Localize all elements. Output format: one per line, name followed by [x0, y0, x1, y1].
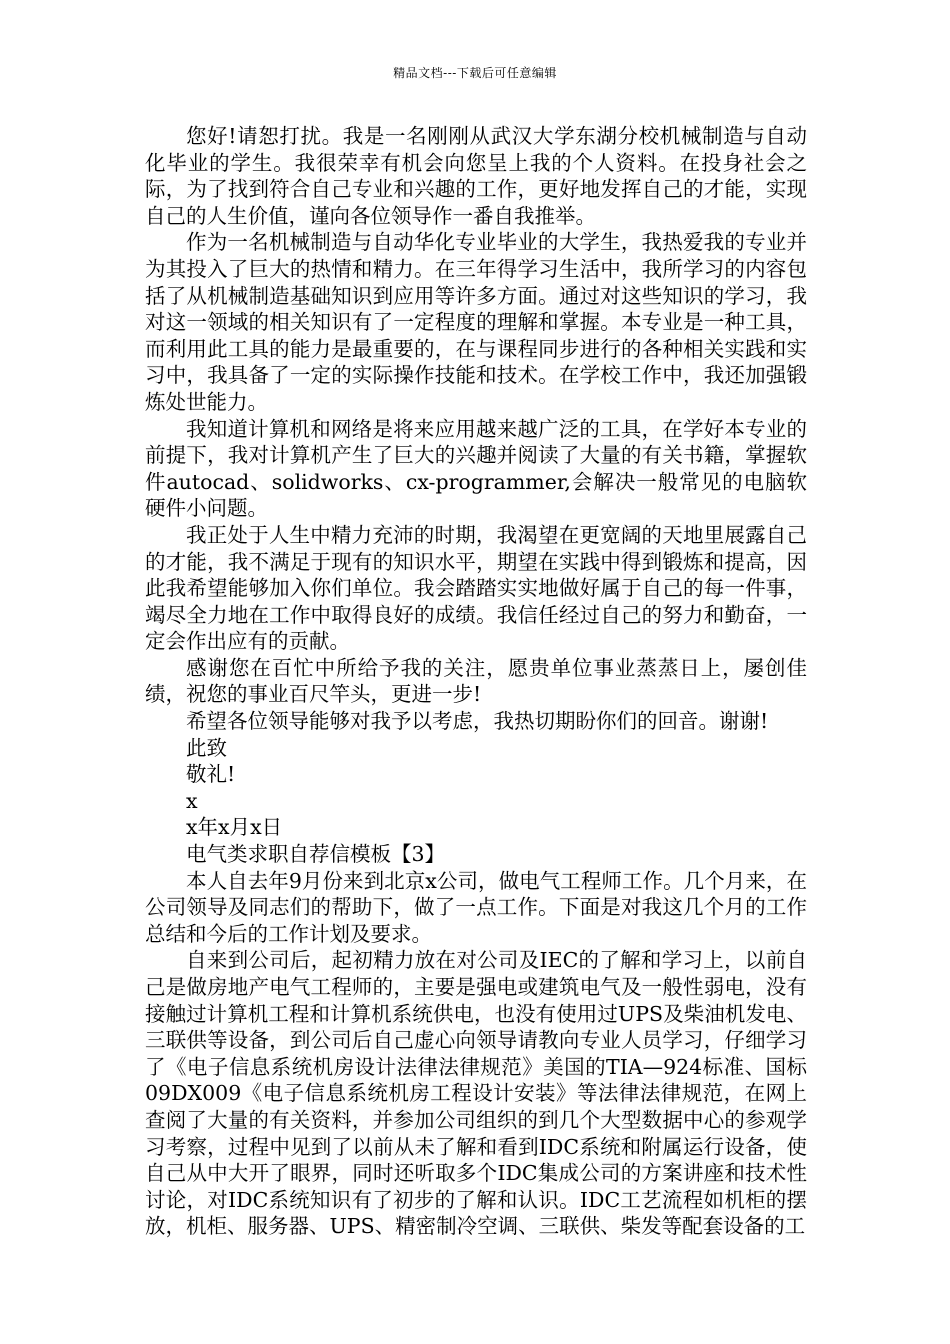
signature-line: x [186, 788, 198, 813]
paragraph-aspiration: 我正处于人生中精力充沛的时期，我渴望在更宽阔的天地里展露自己的才能，我不满足于现有的知识水平，期望在实践中得到锻炼和提高，因此我希望能够加入你们单位。我会踏踏实实地做好属于自己的每一件事，竭尽全力地在工作中取得良好的成绩。我信任经过自己的努力和勤奋，一定会作出应有的贡献。 [145, 522, 807, 654]
document-body [145, 123, 807, 1240]
paragraph-work-intro: 本人自去年9月份来到北京x公司，做电气工程师工作。几个月来，在公司领导及同志们的帮助下，做了一点工作。下面是对我这几个月的工作总结和今后的工作计划及要求。 [145, 868, 807, 946]
section-title: 电气类求职自荐信模板【3】 [186, 842, 446, 867]
paragraph-hope: 希望各位领导能够对我予以考虑，我热切期盼你们的回音。谢谢! [186, 709, 769, 734]
salute-line: 敬礼! [186, 762, 236, 787]
page-header: 精品文档---下载后可任意编辑 [393, 66, 557, 80]
paragraph-intro: 您好!请恕打扰。我是一名刚刚从武汉大学东湖分校机械制造与自动化毕业的学生。我很荣幸有机会向您呈上我的个人资料。在投身社会之际，为了找到符合自己专业和兴趣的工作，更好地发挥自己的才能，实现自己的人生价值，谨向各位领导作一番自我推举。 [145, 124, 807, 228]
paragraph-major: 作为一名机械制造与自动华化专业毕业的大学生，我热爱我的专业并为其投入了巨大的热情和精力。在三年得学习生活中，我所学习的内容包括了从机械制造基础知识到应用等许多方面。通过对这些知识的学习，我对这一领域的相关知识有了一定程度的理解和掌握。本专业是一种工具，而利用此工具的能力是最重要的，在与课程同步进行的各种相关实践和实习中，我具备了一定的实际操作技能和技术。在学校工作中，我还加强锻炼处世能力。 [145, 230, 807, 414]
paragraph-computer-skills: 我知道计算机和网络是将来应用越来越广泛的工具，在学好本专业的前提下，我对计算机产生了巨大的兴趣并阅读了大量的有关书籍，掌握软件autocad、solidworks、cx-programmer,会解决一般常见的电脑软硬件小问题。 [145, 416, 807, 521]
paragraph-thanks: 感谢您在百忙中所给予我的关注，愿贵单位事业蒸蒸日上，屡创佳绩，祝您的事业百尺竿头，更进一步! [145, 655, 807, 707]
paragraph-work-detail: 自来到公司后，起初精力放在对公司及IEC的了解和学习上，以前自己是做房地产电气工程师的，主要是强电或建筑电气及一般性弱电，没有接触过计算机工程和计算机系统供电，也没有使用过UPS及柴油机发电、三联供等设备，到公司后自己虚心向领导请教向专业人员学习，仔细学习了《电子信息系统机房设计法律法律规范》美国的TIA—924标准、国标09DX009《电子信息系统机房工程设计安装》等法律法律规范，在网上查阅了大量的有关资料，并参加公司组织的到几个大型数据中心的参观学习考察，过程中见到了以前从未了解和看到IDC系统和附属运行设备，使自己从中大开了眼界，同时还听取多个IDC集成公司的方案讲座和技术性讨论，对IDC系统知识有了初步的了解和认识。IDC工艺流程如机柜的摆放，机柜、服务器、UPS、精密制冷空调、三联供、柴发等配套设备的工 [145, 948, 807, 1239]
date-line: x年x月x日 [186, 815, 283, 840]
closing-line: 此致 [186, 735, 227, 760]
